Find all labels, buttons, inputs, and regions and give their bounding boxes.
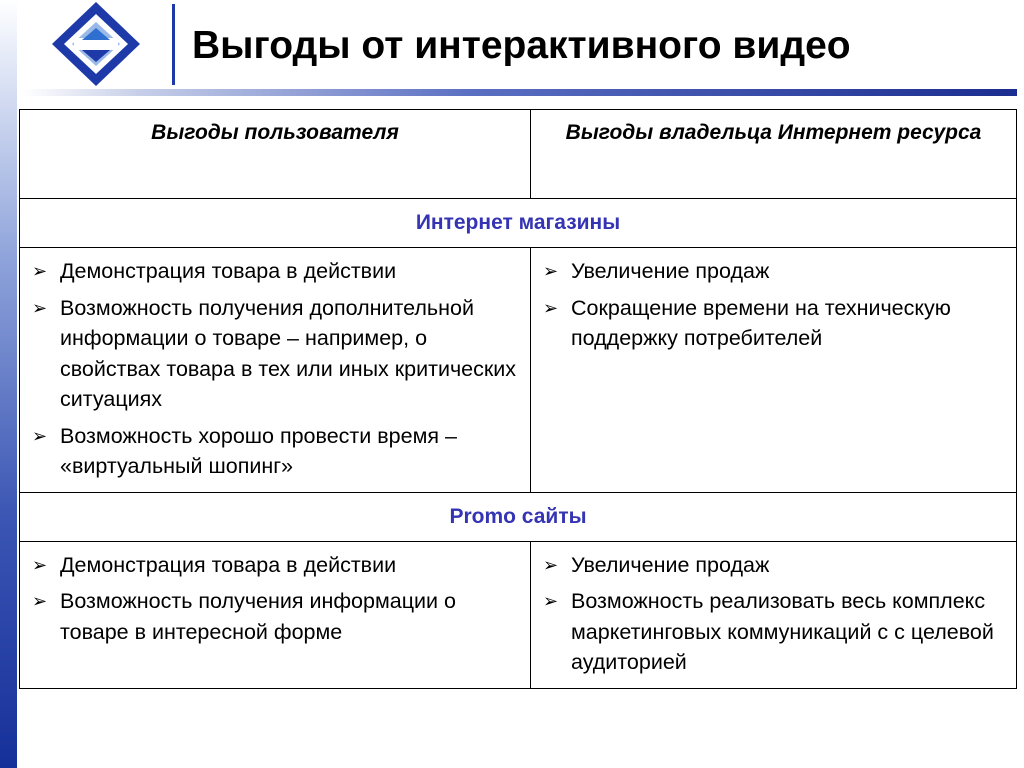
arrow-bullet-icon: ➢ xyxy=(543,591,559,611)
list-item: ➢ Сокращение времени на техническую поддержку потребителей xyxy=(543,293,1006,354)
arrow-bullet-icon: ➢ xyxy=(32,297,48,318)
list-item: ➢ Возможность получения информации о товаре в интересной форме xyxy=(32,586,520,647)
owner-benefits-cell xyxy=(531,248,1017,493)
arrow-bullet-icon: ➢ xyxy=(32,261,48,281)
title-divider xyxy=(172,4,175,85)
benefits-table xyxy=(19,109,1017,689)
user-benefits-cell xyxy=(20,248,531,493)
list-item: ➢ Демонстрация товара в действии xyxy=(32,550,520,581)
header-rule xyxy=(22,89,1017,96)
arrow-bullet-icon: ➢ xyxy=(32,591,48,611)
section-title: Promo сайты xyxy=(20,492,1017,541)
arrow-bullet-icon: ➢ xyxy=(32,425,48,446)
list-item: ➢ Увеличение продаж xyxy=(543,256,1006,287)
list-item: ➢ Увеличение продаж xyxy=(543,550,1006,581)
list-item: ➢ Демонстрация товара в действии xyxy=(32,256,520,287)
arrow-bullet-icon: ➢ xyxy=(32,554,48,575)
section-row-promo-sites xyxy=(20,492,1017,541)
table-row xyxy=(20,248,1017,493)
header-user-benefits: Выгоды пользователя xyxy=(20,110,531,199)
section-row-online-stores xyxy=(20,199,1017,248)
list-item: ➢ Возможность реализовать весь комплекс маркетинговых коммуникаций с с целевой аудиторией xyxy=(543,586,1006,678)
table-header-row xyxy=(20,110,1017,199)
list-item: ➢ Возможность хорошо провести время – «виртуальный шопинг» xyxy=(32,421,520,482)
diamond-logo-icon xyxy=(50,0,142,88)
arrow-bullet-icon: ➢ xyxy=(543,297,559,318)
section-title: Интернет магазины xyxy=(20,199,1017,248)
table-row xyxy=(20,541,1017,688)
page-title: Выгоды от интерактивного видео xyxy=(192,24,851,67)
side-gradient-stripe xyxy=(0,0,17,768)
arrow-bullet-icon: ➢ xyxy=(543,261,559,281)
list-item: ➢ Возможность получения дополнительной информации о товаре – например, о свойствах товара в тех или иных критических ситуациях xyxy=(32,293,520,415)
arrow-bullet-icon: ➢ xyxy=(543,554,559,575)
user-benefits-cell xyxy=(20,541,531,688)
owner-benefits-cell xyxy=(531,541,1017,688)
header-owner-benefits: Выгоды владельца Интернет ресурса xyxy=(531,110,1017,199)
